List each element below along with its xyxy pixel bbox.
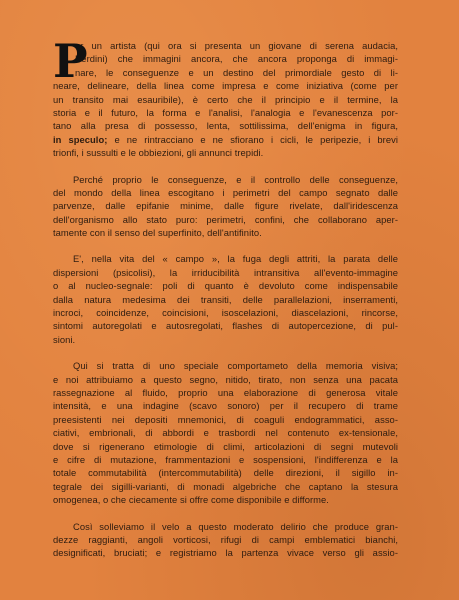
- text-line: er un artista (qui ora si presenta un giovane di serena audacia,: [75, 40, 398, 51]
- text-line: storia e il futuro, la forma e l'analisi, l'analogia e l'evanescenza por-: [53, 106, 398, 118]
- text-line: dove si rigenerano etimologie di climi, articolazioni di segni mutevoli: [53, 440, 398, 452]
- text-line: incroci, coincidenze, coincisioni, isoscelazioni, diascelazioni, rincorse,: [53, 307, 398, 319]
- text-line: E', nella vita del « campo », la fuga degli attriti, la parata delle: [73, 253, 398, 265]
- paragraph-3: [53, 252, 398, 346]
- text-line-with-bold: [53, 133, 398, 146]
- text-line: nare, le conseguenze e un destino del primordiale gesto di li-: [75, 66, 398, 78]
- text-line: dezze raggianti, angoli vorticosi, rifugi di campi emblematici bianchi,: [53, 533, 398, 545]
- text-line: Così solleviamo il velo a questo moderato delirio che produce gran-: [73, 520, 398, 532]
- text-line: e noi attribuiamo a questo segno, nitido, tirato, non senza una pacata: [53, 373, 398, 385]
- text-line-rest: e ne rintracciano e ne sfiorano i cicli, le peripezie, i brevi: [114, 133, 398, 145]
- text-line: tano alla presa di possesso, lenta, sottilissima, dell'enigma in figura,: [53, 120, 398, 132]
- article-body: [53, 34, 398, 570]
- text-line: totale commutabilità (intercommutabilità) delle direzioni, il sigillo in-: [53, 467, 398, 479]
- text-line: tegrale dei sigilli-varianti, di monadi algebriche che captano la stesura: [53, 480, 398, 492]
- text-line: preesistenti nei depositi mnemonici, di coaguli endogrammatici, asso-: [53, 413, 398, 425]
- text-line: omogenea, o che ciecamente si offre come disponibile e difforme.: [53, 494, 329, 506]
- text-line: trionfi, i sussulti e le obbiezioni, gli annunci trepidi.: [53, 147, 264, 159]
- paragraph-5: [53, 520, 398, 560]
- paragraph-2: [53, 173, 398, 240]
- text-line: dell'organismo allo stato puro: perimetri, confini, che collaborano aper-: [53, 213, 398, 225]
- text-line: designificati, bruciati; e registriamo la partenza vivace verso gli assio-: [53, 547, 398, 559]
- drop-cap: P: [53, 34, 88, 88]
- text-line: neare, delineare, della linea come impresa e come iniziativa (come per: [53, 80, 398, 92]
- paragraph-4: [53, 359, 398, 506]
- text-line: tamente con il senso del superfinito, dell'antifinito.: [53, 227, 262, 239]
- text-line: Qui si tratta di uno speciale comportameto della memoria visiva;: [73, 360, 398, 372]
- text-line: del mondo della linea escogitano i perimetri del campo segnato dalle: [53, 186, 398, 198]
- text-line: e cifre di mutazione, frammentazioni e sospensioni, l'indifferenza e la: [53, 453, 398, 465]
- text-line: un transito mai esauribile), è certo che il principio e il termine, la: [53, 93, 398, 105]
- text-line: parvenze, dalle epifanie minime, dalle figure rivelate, dall'iridescenza: [53, 200, 398, 212]
- text-line: Perché proprio le conseguenze, e il controllo delle conseguenze,: [73, 173, 398, 185]
- text-line: ciativi, embrionali, di abbordi e trasbordi nel contenuto ex-tensionale,: [53, 427, 398, 439]
- text-line: o al nucleo-segnale: poli di quanto è devoluto come indispensabile: [53, 280, 398, 292]
- text-line: sioni.: [53, 333, 76, 345]
- text-line: dalla natura medesima dei transiti, delle parallelazioni, inserramenti,: [53, 293, 398, 305]
- paragraph-1: [53, 34, 398, 160]
- text-line: Berdini) che immagini ancora, che ancora proponga di immagi-: [75, 53, 398, 65]
- text-line: sintomi autoregolati e autosregolati, flashes di autopercezione, di pul-: [53, 320, 398, 332]
- bold-phrase: in speculo;: [53, 133, 108, 145]
- text-line: rassegnazione al fluido, proprio una elaborazione di generosa vitale: [53, 386, 398, 398]
- text-line: dispersioni (psicolisi), la irriducibilità intransitiva all'evento-immagine: [53, 266, 398, 278]
- text-line: intensità, e una indagine (scavo sonoro) per il recupero di trame: [53, 400, 398, 412]
